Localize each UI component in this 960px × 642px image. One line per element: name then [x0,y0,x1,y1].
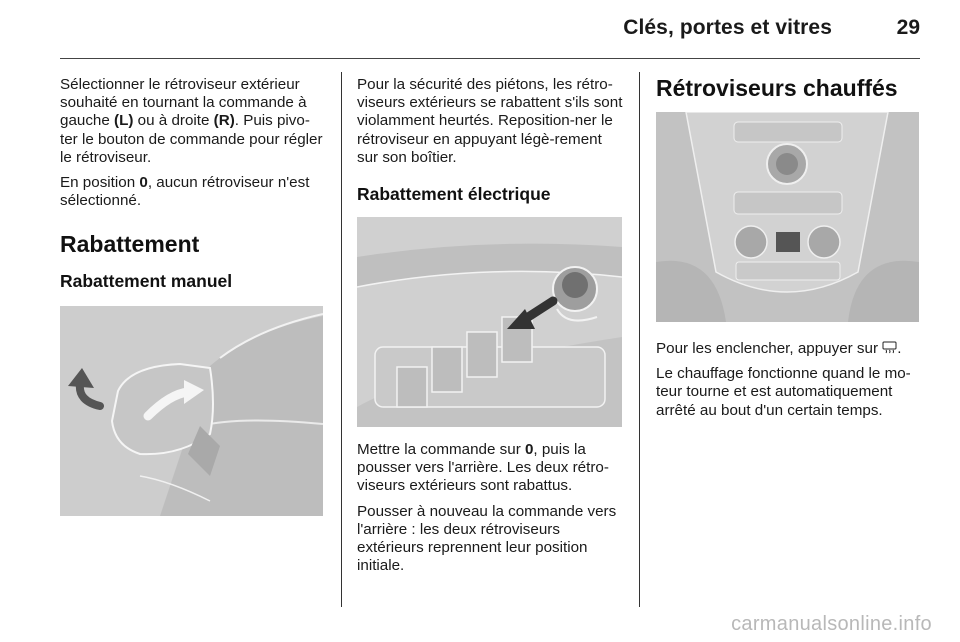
heated-mirrors-illustration [656,112,919,322]
subheading-electric-folding: Rabattement électrique [357,184,551,205]
paragraph-unfold-instruction: Pousser à nouveau la commande vers l'arrière : les deux rétroviseurs extérieurs reprennent leur position initiale. [357,502,617,575]
header-divider [60,58,920,59]
paragraph-position-zero: En position 0, aucun rétroviseur n'est sélectionné. [60,174,310,210]
column-1 [60,76,326,516]
paragraph-heated-operation: Le chauffage fonctionne quand le mo-teur tourne et est automatiquement arrêté au bout d'un certain temps. [656,365,911,419]
column-2 [357,76,623,582]
column-3 [656,74,922,427]
page-title: Clés, portes et vitres [623,16,832,39]
paragraph-heated-activation: Pour les enclencher, appuyer sur . [656,340,902,357]
manual-folding-illustration [60,306,323,516]
heading-heated-mirrors: Rétroviseurs chauffés [656,75,898,101]
page-number: 29 [896,16,920,39]
column-divider-left [341,72,342,607]
subheading-manual-folding: Rabattement manuel [60,271,233,292]
heading-rabattement: Rabattement [60,231,200,258]
electric-folding-illustration [357,217,622,427]
watermark: carmanualsonline.info [731,613,932,635]
heated-mirror-icon [882,341,897,354]
paragraph-pedestrian-safety: Pour la sécurité des piétons, les rétro-viseurs extérieurs se rabattent s'ils sont violamment heurtés. Reposition-ner le rétroviseur en appuyant légè-rement sur son boîtier. [357,76,623,166]
paragraph-mirror-selection: Sélectionner le rétroviseur extérieur souhaité en tournant la commande à gauche (L) ou à droite (R). Puis pivo-ter le bouton de commande pour régler le rétroviseur. [60,76,323,166]
paragraph-fold-instruction: Mettre la commande sur 0, puis la pousser vers l'arrière. Les deux rétro-viseurs extérieurs sont rabattus. [357,441,609,495]
column-divider-right [639,72,640,607]
